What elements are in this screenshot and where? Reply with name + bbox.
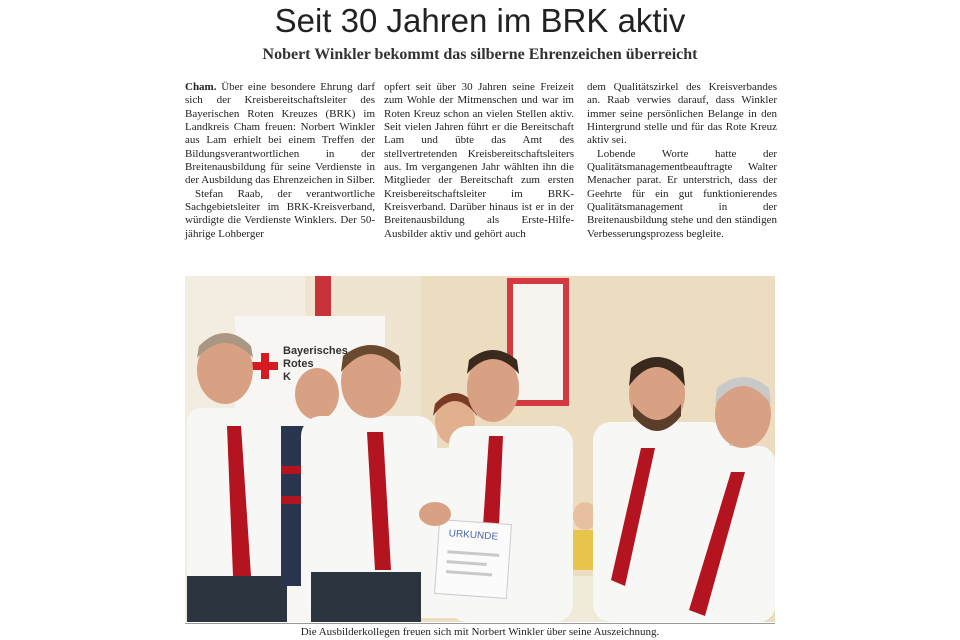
certificate-title: URKUNDE xyxy=(448,528,499,543)
poster-paper xyxy=(513,284,563,400)
column-1-paragraph-1 xyxy=(185,81,375,188)
caption-rule xyxy=(185,623,775,624)
banner-text-line-3: K xyxy=(283,371,291,383)
article-headline: Seit 30 Jahren im BRK aktiv xyxy=(274,2,686,39)
group-photo-illustration xyxy=(185,276,775,622)
article-column-2 xyxy=(384,81,574,241)
handshake xyxy=(419,502,451,526)
photo-caption: Die Ausbilderkollegen freuen sich mit Norbert Winkler über seine Auszeichnung. xyxy=(300,626,660,638)
banner-text-line-2: Rotes xyxy=(283,358,314,370)
article-subheadline: Nobert Winkler bekommt das silberne Ehrenzeichen überreicht xyxy=(262,46,698,63)
article-column-1 xyxy=(185,81,375,241)
column-1-paragraph-2: Stefan Raab, der verantwortliche Sachgebietsleiter im BRK-Kreisverband, würdigte die Verdienste Winklers. Der 50-jährige Lohberger xyxy=(185,187,375,240)
article-column-3 xyxy=(587,81,777,241)
column-3-paragraph-1: dem Qualitätszirkel des Kreisverbandes an. Raab verwies darauf, dass Winkler immer seine persönlichen Belange in den Hintergrund stelle und für das Rote Kreuz aktiv sei. xyxy=(587,81,777,147)
banner-text-line-1: Bayerisches xyxy=(283,345,348,357)
article-photo xyxy=(185,276,775,622)
column-1-paragraph-1-text: Über eine besondere Ehrung darf sich der Kreisbereitschaftsleiter des Bayerischen Roten Kreuzes (BRK) im Landkreis Cham freuen: Norbert Winkler aus Lam erhielt bei einem Treffen der Bildungsverantwortlichen in der Breitenausbildung für seine Verdienste in der Ausbildung das Ehrenzeichen in Silber. xyxy=(185,81,376,187)
column-3-paragraph-2: Lobende Worte hatte der Qualitätsmanagementbeauftragte Walter Menacher parat. Er unterstrich, dass der Geehrte für ein gut funktionierendes Qualitätsmanagement in der Breitenausbildung stehe und den ständigen Verbesserungsprozess begleite. xyxy=(587,147,777,240)
column-2-paragraph-1: opfert seit über 30 Jahren seine Freizeit zum Wohle der Mitmenschen und war im Roten Kreuz schon an vielen Stellen aktiv. Seit vielen Jahren führt er die Bereitschaft Lam und übte das Amt des stellvertretenden Kreisbereitschaftsleiters aus. Im vergangenen Jahr wählten ihn die Mitglieder der Bereitschaft zum ersten Kreisbereitschaftsleiter im BRK-Kreisverband. Darüber hinaus ist er in der Breitenausbildung als Erste-Hilfe-Ausbilder aktiv und gehört auch xyxy=(384,81,574,240)
certificate xyxy=(435,520,512,599)
red-pillar xyxy=(315,276,331,316)
dateline: Cham. xyxy=(185,81,217,93)
